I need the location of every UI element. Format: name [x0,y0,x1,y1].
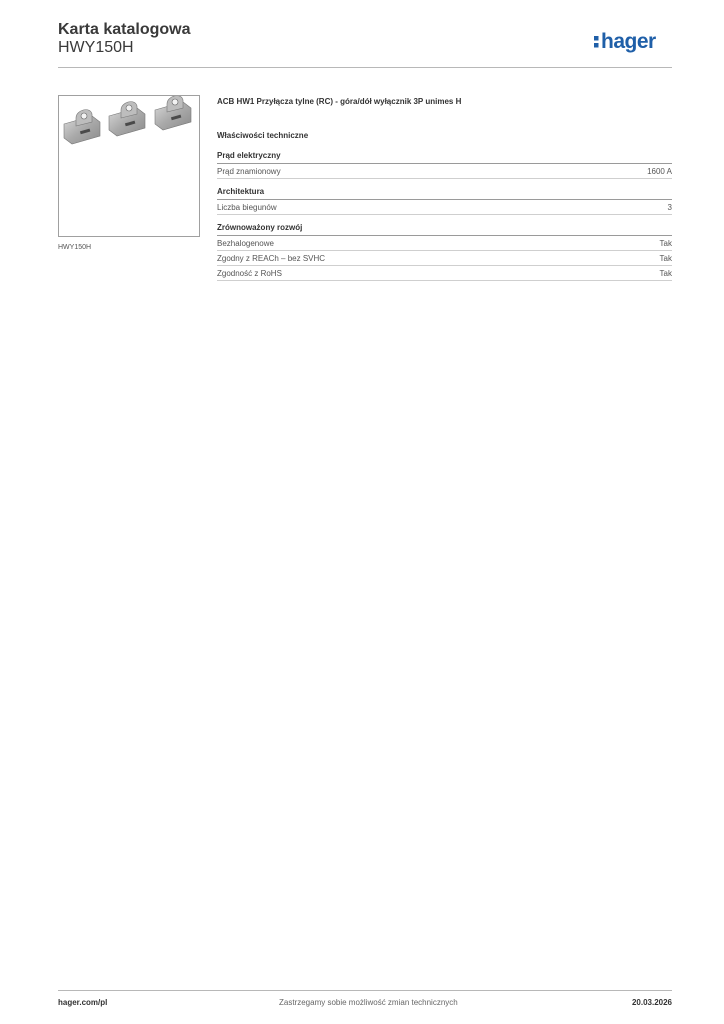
spec-group-sustainability [217,223,672,281]
spec-group-title: Zrównoważony rozwój [217,223,672,236]
spec-value: Tak [659,254,672,263]
page-title: Karta katalogowa [58,21,191,38]
spec-value: Tak [659,269,672,278]
spec-label: Zgodny z REACh – bez SVHC [217,254,326,263]
spec-label: Bezhalogenowe [217,239,274,248]
spec-row [217,164,672,179]
spec-value: 1600 A [647,167,672,176]
footer-website-link[interactable]: hager.com/pl [58,998,108,1007]
spec-group-title: Prąd elektryczny [217,151,672,164]
svg-text:hager: hager [601,30,656,53]
image-caption: HWY150H [58,244,92,251]
footer-disclaimer: Zastrzegamy sobie możliwość zmian technicznych [279,998,458,1007]
spec-label: Prąd znamionowy [217,167,281,176]
spec-row [217,200,672,215]
connector-illustration [59,96,199,236]
spec-value: 3 [667,203,672,212]
product-title: ACB HW1 Przyłącza tylne (RC) - góra/dół wyłącznik 3P unimes H [217,97,462,106]
footer-date: 20.03.2026 [631,998,672,1007]
product-image [58,95,200,237]
spec-group-electric-current [217,151,672,179]
spec-row [217,251,672,266]
hager-logo [592,28,674,54]
spec-label: Liczba biegunów [217,203,277,212]
header-divider [58,67,672,68]
spec-label: Zgodność z RoHS [217,269,282,278]
spec-value: Tak [659,239,672,248]
product-reference: HWY150H [58,39,134,56]
spec-row [217,266,672,281]
spec-group-architecture [217,187,672,215]
product-details [217,97,672,281]
spec-row [217,236,672,251]
spec-group-title: Architektura [217,187,672,200]
specs-section-title: Właściwości techniczne [217,131,309,140]
footer-divider [58,990,672,991]
